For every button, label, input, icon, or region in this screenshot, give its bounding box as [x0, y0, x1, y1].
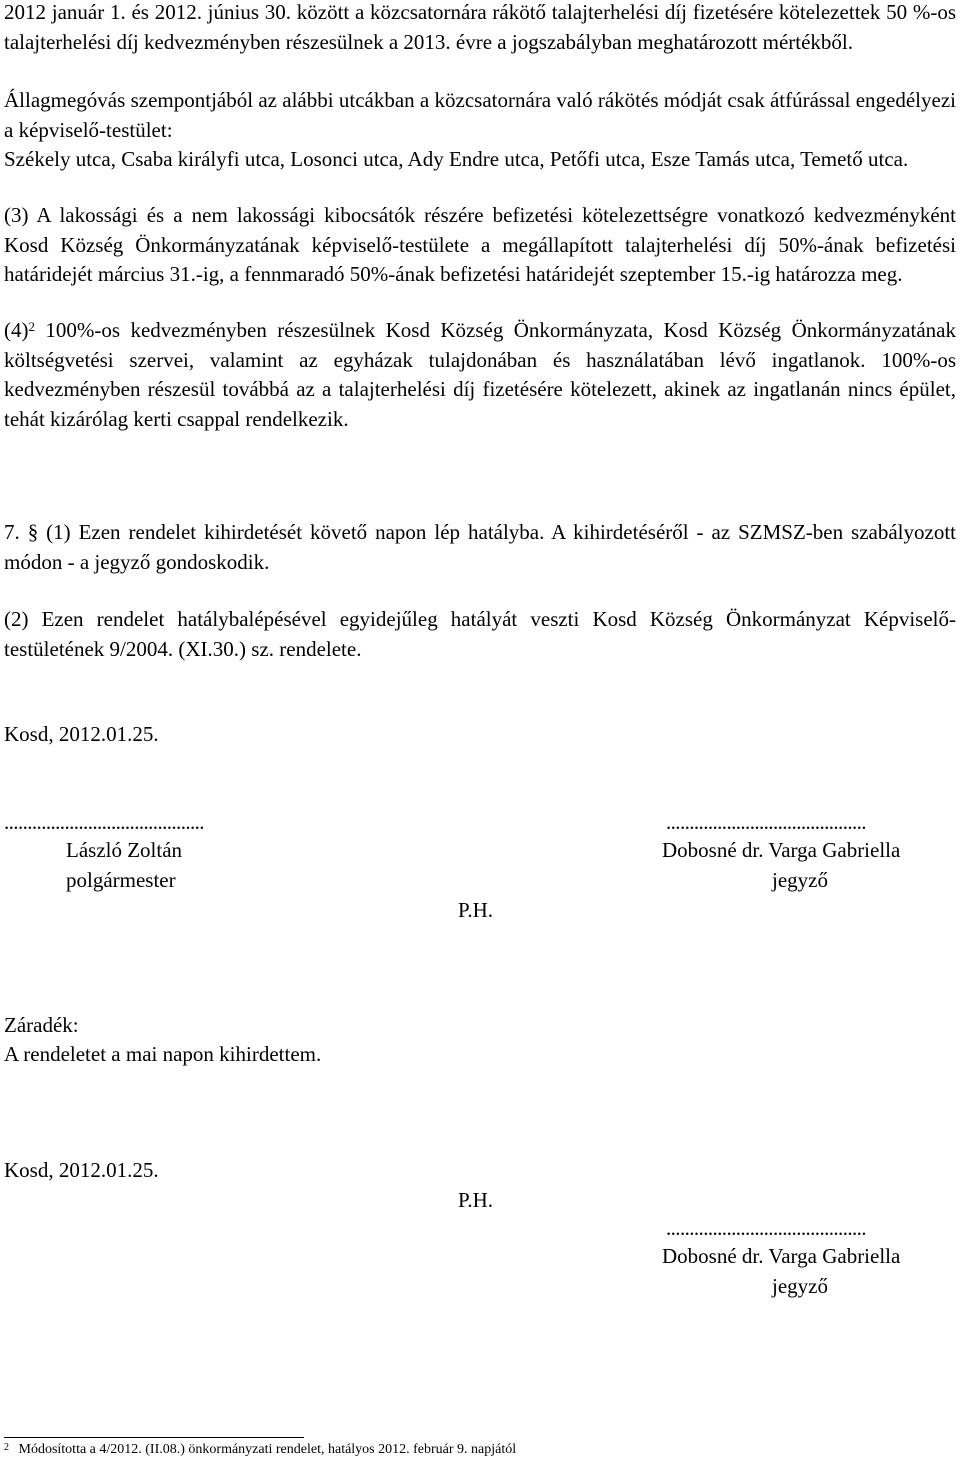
- notary-name-2: Dobosné dr. Varga Gabriella: [662, 1244, 901, 1268]
- footnote-ref-2: 2: [28, 319, 35, 334]
- paragraph-section-7-2: (2) Ezen rendelet hatálybalépésével egyidejűleg hatályát veszti Kosd Község Önkormányzat Képviselő-testületének 9/2004. (XI.30.) sz. rendelete.: [4, 607, 956, 661]
- section-4-text: 100%-os kedvezményben részesülnek Kosd Község Önkormányzata, Kosd Község Önkormányzatának költségvetési szervei, valamint az egyházak tulajdonában és használatában lévő ingatlanok. 100%-os kedvezményben részesül továbbá az a talajterhelési díj fizetésére kötelezett, akinek az ingatlanán nincs épület, tehát kizárólag kerti csappal rendelkezik.: [4, 318, 956, 431]
- place-date-2: Kosd, 2012.01.25.: [4, 1158, 159, 1182]
- footnote-separator: [4, 1437, 304, 1438]
- paragraph-discount-2013: 2012 január 1. és 2012. június 30. között a közcsatornára rákötő talajterhelési díj fizetésére kötelezettek 50 %-os talajterhelési díj kedvezményben részesülnek a 2013. évre a jogszabályban meghatározott mértékből.: [4, 0, 956, 54]
- footnote-text: Módosította a 4/2012. (II.08.) önkormányzati rendelet, hatályos 2012. február 9. napjától: [18, 1442, 517, 1457]
- paragraph-section-4: [4, 316, 956, 434]
- notary-title-2: jegyző: [772, 1274, 828, 1298]
- footnote-marker: 2: [4, 1442, 9, 1453]
- notary-signature-line-2: ...........................................: [666, 1216, 866, 1240]
- notary-name: Dobosné dr. Varga Gabriella: [662, 838, 901, 862]
- section-4-number: (4): [4, 318, 29, 342]
- paragraph-section-7-1: 7. § (1) Ezen rendelet kihirdetését követő napon lép hatályba. A kihirdetéséről - az SZMSZ-ben szabályozott módon - a jegyző gondoskodik.: [4, 520, 956, 574]
- paragraph-street-list: Székely utca, Csaba királyfi utca, Losonci utca, Ady Endre utca, Petőfi utca, Esze Tamás utca, Temető utca.: [4, 147, 909, 171]
- notary-title: jegyző: [772, 868, 828, 892]
- clause-heading: Záradék:: [4, 1013, 79, 1037]
- stamp-placeholder-1: P.H.: [458, 898, 494, 922]
- place-date-1: Kosd, 2012.01.25.: [4, 722, 159, 746]
- clause-text: A rendeletet a mai napon kihirdettem.: [4, 1042, 322, 1066]
- paragraph-street-restriction: Állagmegóvás szempontjából az alábbi utcákban a közcsatornára való rákötés módját csak átfúrással engedélyezi a képviselő-testület:: [4, 88, 956, 142]
- mayor-name: László Zoltán: [66, 838, 183, 862]
- stamp-placeholder-2: P.H.: [458, 1188, 494, 1212]
- right-signature-line: ...........................................: [666, 810, 866, 834]
- left-signature-line: ...........................................: [4, 810, 204, 834]
- mayor-title: polgármester: [66, 868, 176, 892]
- paragraph-section-3: (3) A lakossági és a nem lakossági kibocsátók részére befizetési kötelezettségre vonatkozó kedvezményként Kosd Község Önkormányzatának képviselő-testülete a megállapított talajterhelési díj 50%-ának befizetési határidejét március 31.-ig, a fennmaradó 50%-ának befizetési határidejét szeptember 15.-ig határozza meg.: [4, 203, 956, 286]
- footnote: [4, 1441, 516, 1459]
